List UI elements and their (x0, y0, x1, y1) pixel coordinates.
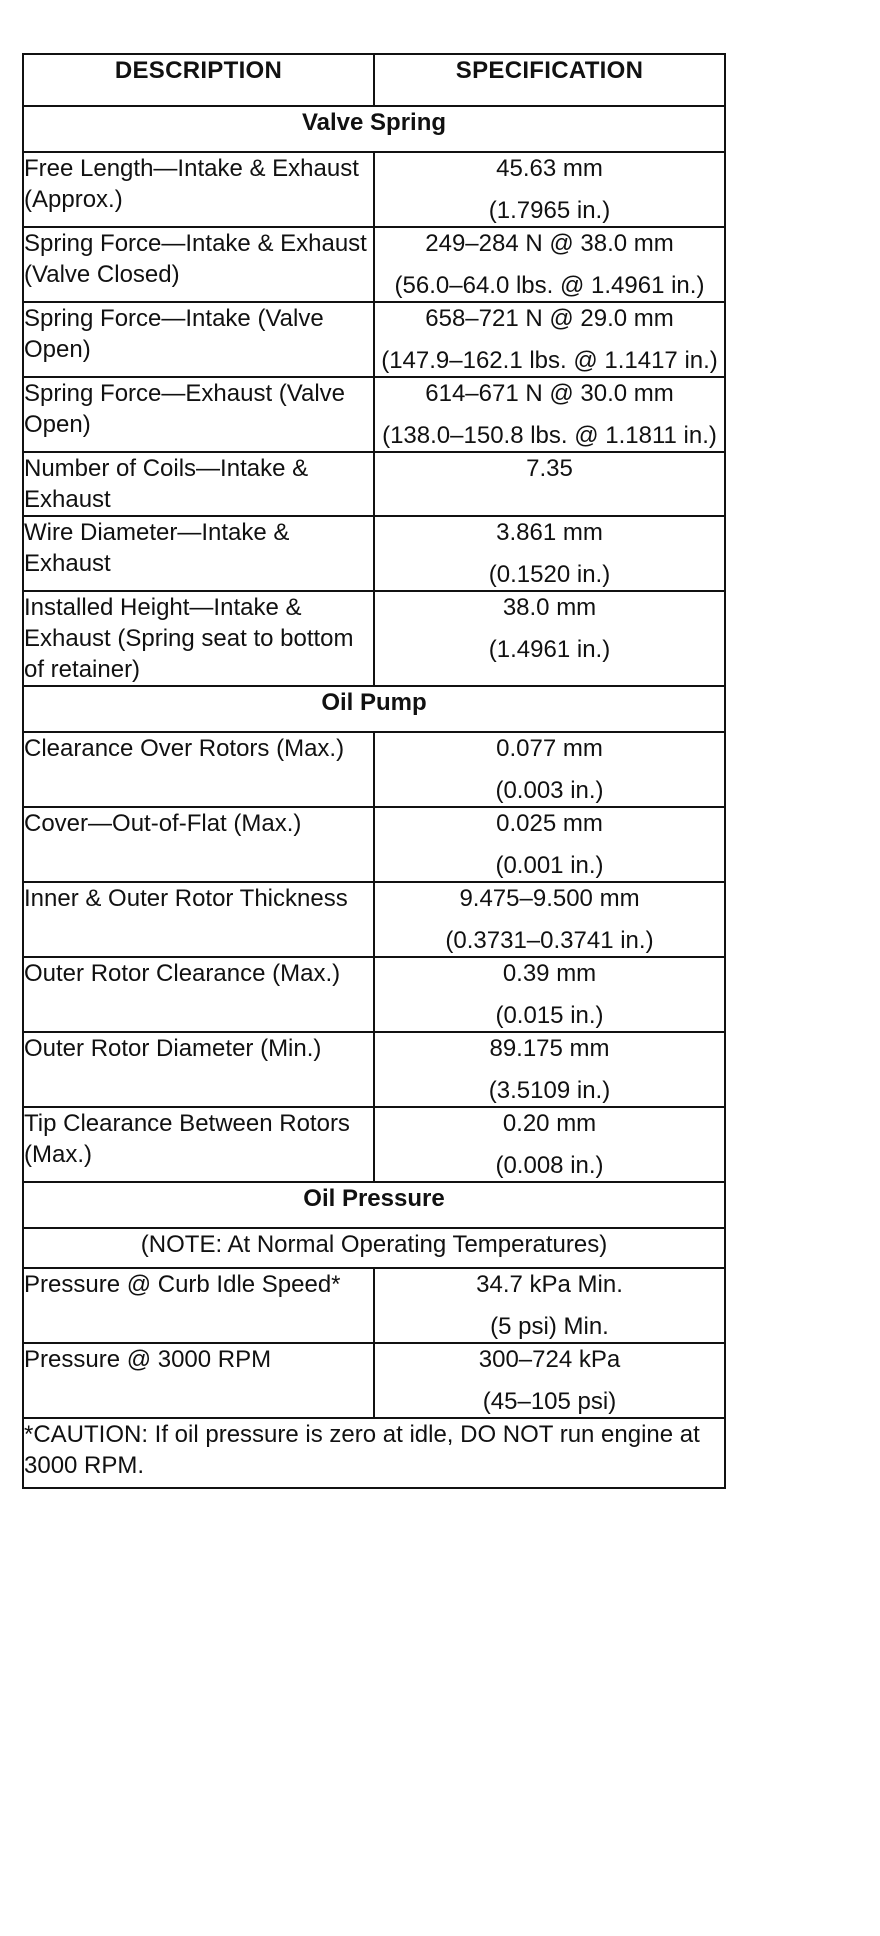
section-header-row (23, 106, 725, 152)
section-title: Oil Pump (23, 686, 725, 732)
specification-cell (374, 227, 725, 302)
table-row (23, 1032, 725, 1107)
table-row (23, 1107, 725, 1182)
specification-cell (374, 1343, 725, 1418)
description-cell: Installed Height—Intake & Exhaust (Spring seat to bottom of retainer) (23, 591, 374, 686)
description-cell: Free Length—Intake & Exhaust (Approx.) (23, 152, 374, 227)
table-row (23, 807, 725, 882)
header-row (23, 54, 725, 106)
specification-header: SPECIFICATION (374, 54, 725, 106)
specification-cell (374, 516, 725, 591)
metric-value: 9.475–9.500 mm (459, 885, 640, 912)
section-header-row (23, 1182, 725, 1228)
imperial-value: (1.7965 in.) (488, 197, 611, 224)
table-row (23, 377, 725, 452)
description-cell: Pressure @ 3000 RPM (23, 1343, 374, 1418)
imperial-value: (45–105 psi) (482, 1388, 617, 1415)
imperial-value: (56.0–64.0 lbs. @ 1.4961 in.) (394, 272, 705, 299)
imperial-value: (147.9–162.1 lbs. @ 1.1417 in.) (381, 347, 718, 374)
description-cell: Spring Force—Intake & Exhaust (Valve Closed) (23, 227, 374, 302)
imperial-value: (0.008 in.) (495, 1152, 604, 1179)
metric-value: 249–284 N @ 38.0 mm (425, 230, 674, 257)
table-row (23, 882, 725, 957)
table-row (23, 1343, 725, 1418)
metric-value: 0.025 mm (496, 810, 603, 837)
imperial-value: (0.015 in.) (495, 1002, 604, 1029)
imperial-value: (3.5109 in.) (488, 1077, 611, 1104)
description-cell: Tip Clearance Between Rotors (Max.) (23, 1107, 374, 1182)
description-cell: Outer Rotor Diameter (Min.) (23, 1032, 374, 1107)
specification-cell (374, 1107, 725, 1182)
section-header-row (23, 686, 725, 732)
metric-value: 7.35 (526, 455, 573, 482)
specification-cell (374, 377, 725, 452)
table-row (23, 591, 725, 686)
metric-value: 300–724 kPa (478, 1346, 621, 1373)
description-cell: Inner & Outer Rotor Thickness (23, 882, 374, 957)
metric-value: 89.175 mm (489, 1035, 610, 1062)
metric-value: 614–671 N @ 30.0 mm (425, 380, 674, 407)
description-cell: Spring Force—Intake (Valve Open) (23, 302, 374, 377)
description-cell: Wire Diameter—Intake & Exhaust (23, 516, 374, 591)
section-title: Valve Spring (23, 106, 725, 152)
specification-cell (374, 957, 725, 1032)
description-cell: Spring Force—Exhaust (Valve Open) (23, 377, 374, 452)
imperial-value: (5 psi) Min. (490, 1313, 609, 1340)
imperial-value: (0.3731–0.3741 in.) (445, 927, 654, 954)
section-note-row (23, 1228, 725, 1268)
description-header: DESCRIPTION (23, 54, 374, 106)
metric-value: 0.39 mm (502, 960, 597, 987)
specification-cell (374, 1268, 725, 1343)
specification-cell (374, 152, 725, 227)
metric-value: 3.861 mm (496, 519, 603, 546)
specification-cell (374, 1032, 725, 1107)
table-row (23, 227, 725, 302)
imperial-value: (0.001 in.) (495, 852, 604, 879)
description-cell: Number of Coils—Intake & Exhaust (23, 452, 374, 516)
imperial-value: (0.003 in.) (495, 777, 604, 804)
table-row (23, 516, 725, 591)
table-row (23, 302, 725, 377)
table-row (23, 1268, 725, 1343)
table-row (23, 152, 725, 227)
section-title: Oil Pressure (23, 1182, 725, 1228)
metric-value: 38.0 mm (502, 594, 597, 621)
specification-cell (374, 882, 725, 957)
table-row (23, 957, 725, 1032)
metric-value: 0.077 mm (496, 735, 603, 762)
caution-row (23, 1418, 725, 1488)
imperial-value: (0.1520 in.) (488, 561, 611, 588)
imperial-value: (1.4961 in.) (488, 636, 611, 663)
metric-value: 34.7 kPa Min. (476, 1271, 623, 1298)
table-row (23, 452, 725, 516)
valve-spring-oil-spec-table (22, 53, 726, 1489)
specification-cell (374, 452, 725, 516)
metric-value: 658–721 N @ 29.0 mm (425, 305, 674, 332)
description-cell: Clearance Over Rotors (Max.) (23, 732, 374, 807)
description-cell: Pressure @ Curb Idle Speed* (23, 1268, 374, 1343)
specification-cell (374, 302, 725, 377)
specification-cell (374, 591, 725, 686)
table-row (23, 732, 725, 807)
table-body (23, 106, 725, 1418)
caution-note: *CAUTION: If oil pressure is zero at idle, DO NOT run engine at 3000 RPM. (23, 1418, 725, 1488)
description-cell: Outer Rotor Clearance (Max.) (23, 957, 374, 1032)
metric-value: 45.63 mm (496, 155, 603, 182)
metric-value: 0.20 mm (502, 1110, 597, 1137)
specification-cell (374, 732, 725, 807)
section-note: (NOTE: At Normal Operating Temperatures) (23, 1228, 725, 1268)
description-cell: Cover—Out-of-Flat (Max.) (23, 807, 374, 882)
imperial-value: (138.0–150.8 lbs. @ 1.1811 in.) (382, 422, 717, 449)
specification-cell (374, 807, 725, 882)
